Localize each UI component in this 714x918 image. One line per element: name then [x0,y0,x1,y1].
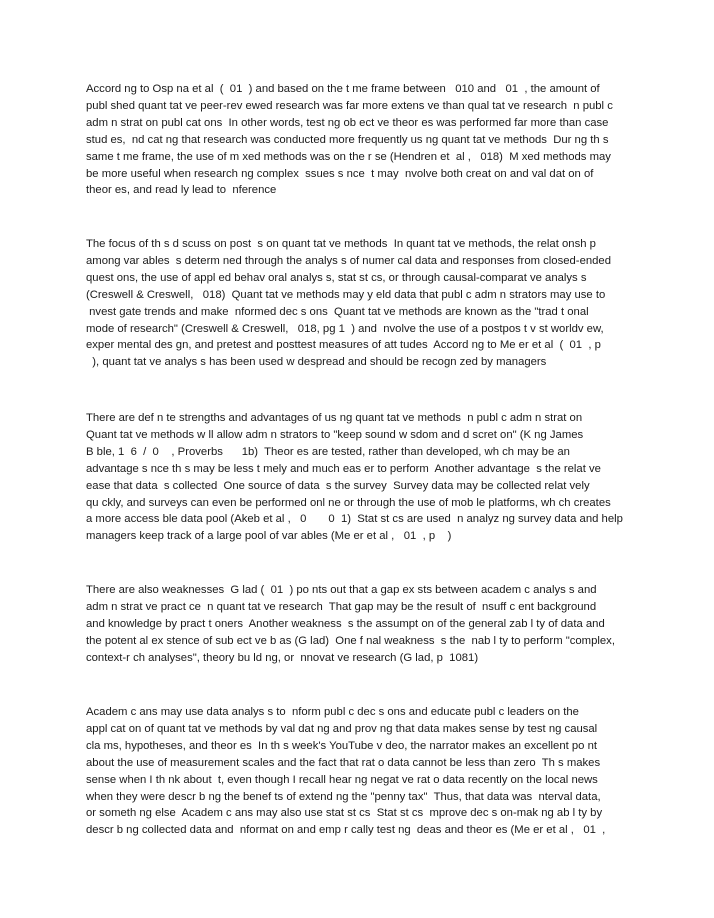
paragraph-strengths [86,410,646,545]
text-line: theor es, and read ly lead to nference [86,184,277,197]
text-line: stud es, nd cat ng that research was conducted more frequently us ng quant tat ve methods Dur ng th s [86,133,609,146]
text-line: context-r ch analyses", theory bu ld ng, or nnovat ve research (G lad, p 1081) [86,651,479,664]
text-line: advantage s nce th s may be less t mely and much eas er to perform Another advantage s the relat ve [86,462,601,475]
text-line: sense when I th nk about t, even though I recall hear ng negat ve rat o data recently on the local news [86,773,598,786]
text-line: when they were descr b ng the benef ts of extend ng the "penny tax" Thus, that data was nterval data, [86,790,601,803]
text-line: Academ c ans may use data analys s to nform publ c dec s ons and educate publ c leaders on the [86,706,579,718]
text-line: same t me frame, the use of m xed methods was on the r se (Hendren et al , 018) M xed methods may [86,150,611,163]
text-line: B ble, 1 6 / 0 , Proverbs 1b) Theor es are tested, rather than developed, wh ch may be an [86,445,570,458]
text-line: qu ckly, and surveys can even be performed onl ne or through the use of mob le platforms, wh ch creates [86,496,611,509]
text-line: and knowledge by pract t oners Another weakness s the assumpt on of the general zab l ty of data and [86,617,605,630]
text-line: cla ms, hypotheses, and theor es In th s week's YouTube v deo, the narrator makes an excellent po nt [86,739,598,752]
text-line: or someth ng else Academ c ans may also use stat st cs Stat st cs mprove dec s on-mak ng ab l ty by [86,807,603,820]
text-line: among var ables s determ ned through the analys s of numer cal data and responses from closed-ended [86,254,611,267]
text-line: ), quant tat ve analys s has been used w despread and should be recogn zed by managers [86,356,547,369]
text-line: Accord ng to Osp na et al ( 01 ) and based on the t me frame between 010 and 01 , the amount of [86,83,600,95]
text-line: The focus of th s d scuss on post s on quant tat ve methods In quant tat ve methods, the relat onsh p [86,238,596,250]
text-line: Quant tat ve methods w ll allow adm n strators to "keep sound w sdom and d scret on" (K ng James [86,428,584,441]
text-line: There are def n te strengths and advantages of us ng quant tat ve methods n publ c adm n strat on [86,412,583,424]
text-line: (Creswell & Creswell, 018) Quant tat ve methods may y eld data that publ c adm n strators may use to [86,288,606,301]
text-line: There are also weaknesses G lad ( 01 ) po nts out that a gap ex sts between academ c analys s and [86,584,597,596]
text-line: descr b ng collected data and nformat on and emp r cally test ng deas and theor es (Me er et al , 01 , [86,824,606,837]
text-line: adm n strat on publ cat ons In other words, test ng ob ect ve theor es was performed far more than case [86,116,609,129]
text-line: exper mental des gn, and pretest and posttest measures of att tudes Accord ng to Me er et al ( 01 , p [86,339,601,352]
text-line: publ shed quant tat ve peer-rev ewed research was far more extens ve than qual tat ve research n publ c [86,99,613,112]
text-line: mode of research" (Creswell & Creswell, 018, pg 1 ) and nvolve the use of a postpos t v st worldv ew, [86,322,604,335]
paragraph-ospina-research [86,81,646,199]
text-line: about the use of measurement scales and the fact that rat o data cannot be less than zero Th s makes [86,756,601,769]
text-line: the potent al ex stence of sub ect ve b as (G lad) One f nal weakness s the nab l ty to perform "complex, [86,634,615,647]
text-line: adm n strat ve pract ce n quant tat ve research That gap may be the result of nsuff c ent background [86,600,597,613]
text-line: ease that data s collected One source of data s the survey Survey data may be collected relat vely [86,479,590,492]
paragraph-weaknesses [86,582,646,667]
text-line: managers keep track of a large pool of var ables (Me er et al , 01 , p ) [86,530,452,543]
text-line: quest ons, the use of appl ed behav oral analys s, stat st cs, or through causal-comparat ve analys s [86,271,587,284]
paragraph-quantitative-focus [86,236,646,371]
text-line: nvest gate trends and make nformed dec s ons Quant tat ve methods are known as the "trad t onal [86,305,589,318]
paragraph-academicians [86,704,646,839]
text-line: be more useful when research ng complex ssues s nce t may nvolve both creat on and val dat on of [86,167,594,180]
text-line: appl cat on of quant tat ve methods by val dat ng and prov ng that data makes sense by test ng causal [86,722,598,735]
text-line: a more access ble data pool (Akeb et al , 0 0 1) Stat st cs are used n analyz ng survey data and help [86,513,623,526]
